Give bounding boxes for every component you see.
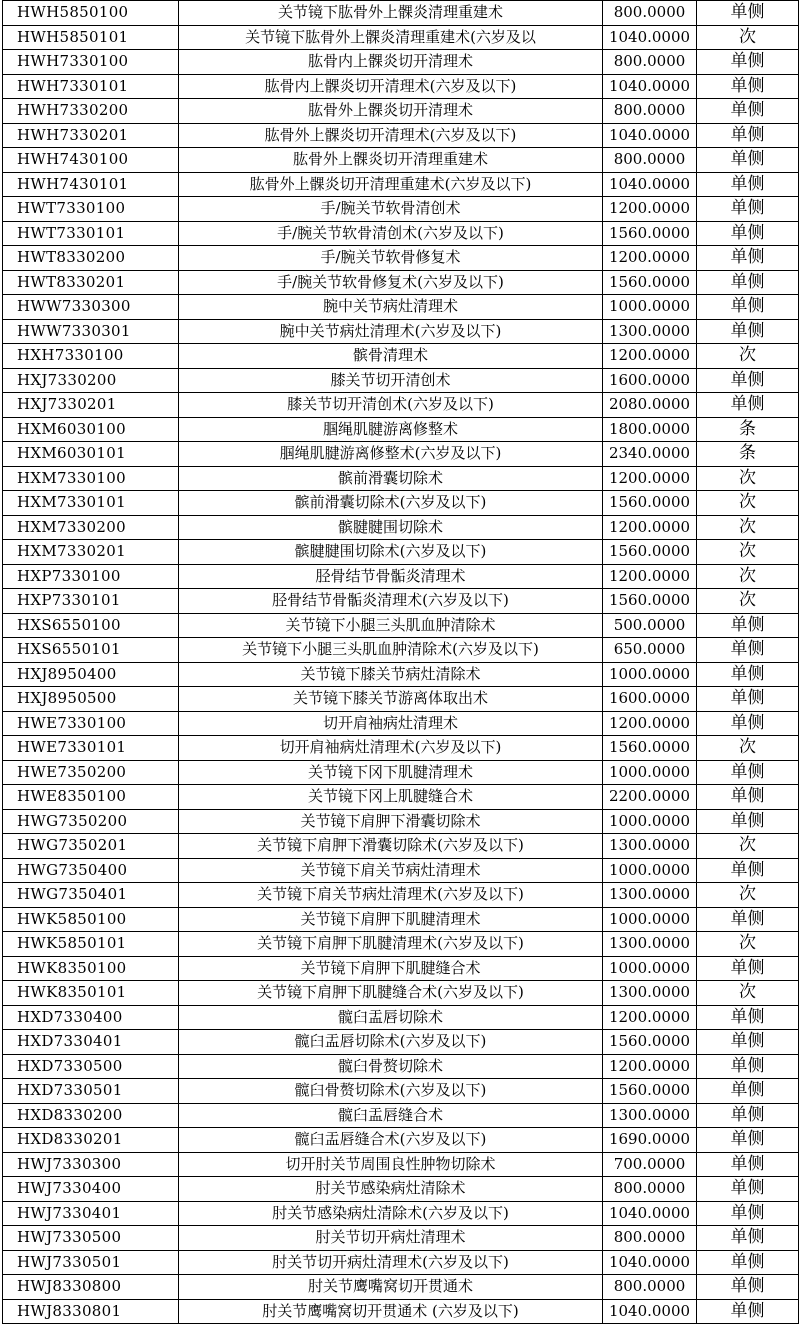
unit-cell: 单侧: [697, 1128, 799, 1153]
unit-cell: 单侧: [697, 99, 799, 124]
table-row: [3, 687, 799, 712]
item-code-cell: HWE7330101: [3, 736, 179, 761]
item-code-cell: HWW7330301: [3, 319, 179, 344]
price-cell: 1200.0000: [603, 711, 697, 736]
item-code-cell: HWT8330201: [3, 270, 179, 295]
price-cell: 1200.0000: [603, 564, 697, 589]
table-row: [3, 74, 799, 99]
price-cell: 1560.0000: [603, 270, 697, 295]
item-code-cell: HWJ7330300: [3, 1152, 179, 1177]
unit-cell: 次: [697, 540, 799, 565]
table-row: [3, 711, 799, 736]
price-cell: 650.0000: [603, 638, 697, 663]
item-code-cell: HWH7330101: [3, 74, 179, 99]
price-cell: 500.0000: [603, 613, 697, 638]
unit-cell: 次: [697, 932, 799, 957]
item-name-cell: 关节镜下膝关节病灶清除术: [179, 662, 603, 687]
item-code-cell: HXP7330100: [3, 564, 179, 589]
unit-cell: 单侧: [697, 785, 799, 810]
unit-cell: 单侧: [697, 319, 799, 344]
unit-cell: 单侧: [697, 393, 799, 418]
unit-cell: 单侧: [697, 760, 799, 785]
unit-cell: 单侧: [697, 1201, 799, 1226]
item-name-cell: 手/腕关节软骨修复术: [179, 246, 603, 271]
item-name-cell: 手/腕关节软骨清创术: [179, 197, 603, 222]
item-code-cell: HXD7330500: [3, 1054, 179, 1079]
item-name-cell: 切开肩袖病灶清理术(六岁及以下): [179, 736, 603, 761]
price-cell: 1300.0000: [603, 883, 697, 908]
table-row: [3, 1275, 799, 1300]
item-name-cell: 髋臼盂唇切除术: [179, 1005, 603, 1030]
item-code-cell: HXJ7330200: [3, 368, 179, 393]
unit-cell: 单侧: [697, 1030, 799, 1055]
item-code-cell: HWJ8330801: [3, 1299, 179, 1324]
item-name-cell: 肱骨内上髁炎切开清理术(六岁及以下): [179, 74, 603, 99]
item-name-cell: 关节镜下肩胛下肌腱缝合术: [179, 956, 603, 981]
price-cell: 1690.0000: [603, 1128, 697, 1153]
unit-cell: 单侧: [697, 1177, 799, 1202]
item-name-cell: 关节镜下肩关节病灶清理术(六岁及以下): [179, 883, 603, 908]
item-name-cell: 髌腱腱围切除术: [179, 515, 603, 540]
unit-cell: 次: [697, 736, 799, 761]
item-name-cell: 髌腱腱围切除术(六岁及以下): [179, 540, 603, 565]
price-cell: 2340.0000: [603, 442, 697, 467]
table-row: [3, 1005, 799, 1030]
item-name-cell: 髌前滑囊切除术(六岁及以下): [179, 491, 603, 516]
unit-cell: 单侧: [697, 1005, 799, 1030]
table-row: [3, 270, 799, 295]
item-name-cell: 髋臼盂唇切除术(六岁及以下): [179, 1030, 603, 1055]
item-name-cell: 腕中关节病灶清理术(六岁及以下): [179, 319, 603, 344]
price-cell: 1200.0000: [603, 1005, 697, 1030]
unit-cell: 单侧: [697, 687, 799, 712]
unit-cell: 单侧: [697, 1103, 799, 1128]
price-cell: 1560.0000: [603, 1030, 697, 1055]
unit-cell: 单侧: [697, 368, 799, 393]
item-name-cell: 髋臼骨赘切除术(六岁及以下): [179, 1079, 603, 1104]
table-row: [3, 344, 799, 369]
item-name-cell: 关节镜下膝关节游离体取出术: [179, 687, 603, 712]
item-code-cell: HWK5850101: [3, 932, 179, 957]
item-code-cell: HXS6550101: [3, 638, 179, 663]
item-name-cell: 切开肩袖病灶清理术: [179, 711, 603, 736]
item-name-cell: 髌前滑囊切除术: [179, 466, 603, 491]
unit-cell: 次: [697, 589, 799, 614]
item-name-cell: 肱骨外上髁炎切开清理术(六岁及以下): [179, 123, 603, 148]
price-cell: 2200.0000: [603, 785, 697, 810]
item-code-cell: HXD7330400: [3, 1005, 179, 1030]
item-code-cell: HWH7330200: [3, 99, 179, 124]
table-row: [3, 172, 799, 197]
price-cell: 1000.0000: [603, 858, 697, 883]
item-code-cell: HWJ7330500: [3, 1226, 179, 1251]
table-row: [3, 736, 799, 761]
price-cell: 1200.0000: [603, 515, 697, 540]
unit-cell: 条: [697, 417, 799, 442]
item-code-cell: HWH7430100: [3, 148, 179, 173]
item-name-cell: 关节镜下冈上肌腱缝合术: [179, 785, 603, 810]
price-cell: 800.0000: [603, 1, 697, 26]
table-row: [3, 515, 799, 540]
table-row: [3, 785, 799, 810]
fee-table: [2, 0, 799, 1324]
unit-cell: 条: [697, 442, 799, 467]
item-code-cell: HWH5850100: [3, 1, 179, 26]
fee-table-body: [3, 1, 799, 1324]
unit-cell: 次: [697, 491, 799, 516]
unit-cell: 单侧: [697, 172, 799, 197]
item-name-cell: 切开肘关节周围良性肿物切除术: [179, 1152, 603, 1177]
item-code-cell: HXM7330101: [3, 491, 179, 516]
item-name-cell: 腘绳肌腱游离修整术: [179, 417, 603, 442]
table-row: [3, 123, 799, 148]
price-cell: 1200.0000: [603, 466, 697, 491]
item-code-cell: HWE7350200: [3, 760, 179, 785]
table-row: [3, 466, 799, 491]
price-cell: 1600.0000: [603, 368, 697, 393]
unit-cell: 单侧: [697, 907, 799, 932]
price-cell: 1000.0000: [603, 760, 697, 785]
item-code-cell: HWH7330201: [3, 123, 179, 148]
table-row: [3, 1079, 799, 1104]
price-cell: 800.0000: [603, 1177, 697, 1202]
item-name-cell: 肘关节鹰嘴窝切开贯通术: [179, 1275, 603, 1300]
item-name-cell: 髋臼盂唇缝合术(六岁及以下): [179, 1128, 603, 1153]
unit-cell: 单侧: [697, 1, 799, 26]
table-row: [3, 858, 799, 883]
table-row: [3, 1030, 799, 1055]
table-row: [3, 319, 799, 344]
item-code-cell: HXJ8950400: [3, 662, 179, 687]
unit-cell: 次: [697, 564, 799, 589]
price-cell: 1560.0000: [603, 1079, 697, 1104]
item-code-cell: HWT7330101: [3, 221, 179, 246]
price-cell: 1200.0000: [603, 1054, 697, 1079]
table-row: [3, 417, 799, 442]
table-row: [3, 589, 799, 614]
table-row: [3, 25, 799, 50]
item-name-cell: 肱骨外上髁炎切开清理重建术: [179, 148, 603, 173]
item-code-cell: HXM7330200: [3, 515, 179, 540]
item-code-cell: HWW7330300: [3, 295, 179, 320]
item-code-cell: HXD7330401: [3, 1030, 179, 1055]
unit-cell: 单侧: [697, 711, 799, 736]
table-row: [3, 1103, 799, 1128]
price-cell: 1200.0000: [603, 344, 697, 369]
unit-cell: 单侧: [697, 858, 799, 883]
item-name-cell: 髌骨清理术: [179, 344, 603, 369]
unit-cell: 次: [697, 883, 799, 908]
table-row: [3, 1054, 799, 1079]
price-cell: 1560.0000: [603, 589, 697, 614]
unit-cell: 次: [697, 981, 799, 1006]
unit-cell: 次: [697, 466, 799, 491]
price-cell: 1040.0000: [603, 1299, 697, 1324]
unit-cell: 单侧: [697, 1079, 799, 1104]
item-name-cell: 胫骨结节骨骺炎清理术(六岁及以下): [179, 589, 603, 614]
table-row: [3, 907, 799, 932]
table-row: [3, 932, 799, 957]
price-cell: 1040.0000: [603, 123, 697, 148]
table-row: [3, 834, 799, 859]
table-row: [3, 956, 799, 981]
table-row: [3, 613, 799, 638]
unit-cell: 次: [697, 344, 799, 369]
item-name-cell: 关节镜下肩胛下滑囊切除术(六岁及以下): [179, 834, 603, 859]
unit-cell: 单侧: [697, 1250, 799, 1275]
price-cell: 1040.0000: [603, 25, 697, 50]
table-row: [3, 638, 799, 663]
item-code-cell: HWJ8330800: [3, 1275, 179, 1300]
unit-cell: 次: [697, 834, 799, 859]
item-code-cell: HXD8330200: [3, 1103, 179, 1128]
price-cell: 800.0000: [603, 50, 697, 75]
table-row: [3, 442, 799, 467]
table-row: [3, 981, 799, 1006]
unit-cell: 单侧: [697, 956, 799, 981]
item-code-cell: HWK8350101: [3, 981, 179, 1006]
item-name-cell: 肱骨外上髁炎切开清理术: [179, 99, 603, 124]
unit-cell: 单侧: [697, 1152, 799, 1177]
unit-cell: 单侧: [697, 197, 799, 222]
item-name-cell: 关节镜下肩胛下滑囊切除术: [179, 809, 603, 834]
unit-cell: 单侧: [697, 1226, 799, 1251]
unit-cell: 单侧: [697, 613, 799, 638]
item-code-cell: HXM7330100: [3, 466, 179, 491]
item-name-cell: 肘关节切开病灶清理术(六岁及以下): [179, 1250, 603, 1275]
price-cell: 1000.0000: [603, 809, 697, 834]
item-name-cell: 关节镜下肩关节病灶清理术: [179, 858, 603, 883]
price-cell: 1560.0000: [603, 491, 697, 516]
item-code-cell: HXM6030101: [3, 442, 179, 467]
item-name-cell: 关节镜下肩胛下肌腱清理术: [179, 907, 603, 932]
item-code-cell: HXD7330501: [3, 1079, 179, 1104]
item-name-cell: 手/腕关节软骨清创术(六岁及以下): [179, 221, 603, 246]
item-name-cell: 肘关节感染病灶清除术: [179, 1177, 603, 1202]
item-code-cell: HXJ7330201: [3, 393, 179, 418]
price-cell: 1560.0000: [603, 736, 697, 761]
item-code-cell: HWE8350100: [3, 785, 179, 810]
item-name-cell: 肘关节感染病灶清除术(六岁及以下): [179, 1201, 603, 1226]
item-name-cell: 关节镜下冈下肌腱清理术: [179, 760, 603, 785]
item-name-cell: 膝关节切开清创术(六岁及以下): [179, 393, 603, 418]
item-code-cell: HWG7350200: [3, 809, 179, 834]
item-code-cell: HXP7330101: [3, 589, 179, 614]
item-name-cell: 肘关节切开病灶清理术: [179, 1226, 603, 1251]
item-code-cell: HWJ7330501: [3, 1250, 179, 1275]
price-cell: 1200.0000: [603, 197, 697, 222]
price-cell: 800.0000: [603, 1275, 697, 1300]
unit-cell: 单侧: [697, 1054, 799, 1079]
price-cell: 1000.0000: [603, 907, 697, 932]
price-cell: 1300.0000: [603, 981, 697, 1006]
item-code-cell: HWH5850101: [3, 25, 179, 50]
price-cell: 800.0000: [603, 148, 697, 173]
price-cell: 1560.0000: [603, 540, 697, 565]
table-row: [3, 540, 799, 565]
item-code-cell: HWJ7330401: [3, 1201, 179, 1226]
price-cell: 2080.0000: [603, 393, 697, 418]
price-cell: 1300.0000: [603, 319, 697, 344]
unit-cell: 单侧: [697, 270, 799, 295]
price-cell: 800.0000: [603, 1226, 697, 1251]
price-cell: 1040.0000: [603, 1250, 697, 1275]
item-code-cell: HXD8330201: [3, 1128, 179, 1153]
price-cell: 700.0000: [603, 1152, 697, 1177]
item-code-cell: HXM6030100: [3, 417, 179, 442]
item-name-cell: 关节镜下小腿三头肌血肿清除术: [179, 613, 603, 638]
item-code-cell: HWG7350400: [3, 858, 179, 883]
table-row: [3, 1250, 799, 1275]
item-code-cell: HWG7350201: [3, 834, 179, 859]
table-row: [3, 491, 799, 516]
item-code-cell: HXS6550100: [3, 613, 179, 638]
price-cell: 1000.0000: [603, 956, 697, 981]
item-code-cell: HWT8330200: [3, 246, 179, 271]
item-name-cell: 肱骨内上髁炎切开清理术: [179, 50, 603, 75]
item-name-cell: 关节镜下小腿三头肌血肿清除术(六岁及以下): [179, 638, 603, 663]
table-row: [3, 246, 799, 271]
price-cell: 1300.0000: [603, 834, 697, 859]
unit-cell: 单侧: [697, 246, 799, 271]
item-name-cell: 膝关节切开清创术: [179, 368, 603, 393]
unit-cell: 单侧: [697, 1299, 799, 1324]
item-code-cell: HWG7350401: [3, 883, 179, 908]
unit-cell: 次: [697, 515, 799, 540]
table-row: [3, 221, 799, 246]
table-row: [3, 809, 799, 834]
item-name-cell: 关节镜下肱骨外上髁炎清理重建术(六岁及以: [179, 25, 603, 50]
price-cell: 1560.0000: [603, 221, 697, 246]
unit-cell: 单侧: [697, 50, 799, 75]
price-cell: 1600.0000: [603, 687, 697, 712]
unit-cell: 次: [697, 25, 799, 50]
price-cell: 1040.0000: [603, 172, 697, 197]
price-cell: 1200.0000: [603, 246, 697, 271]
price-cell: 1040.0000: [603, 1201, 697, 1226]
price-cell: 1000.0000: [603, 662, 697, 687]
table-row: [3, 1177, 799, 1202]
unit-cell: 单侧: [697, 809, 799, 834]
item-name-cell: 胫骨结节骨骺炎清理术: [179, 564, 603, 589]
price-cell: 1800.0000: [603, 417, 697, 442]
item-name-cell: 关节镜下肩胛下肌腱清理术(六岁及以下): [179, 932, 603, 957]
item-name-cell: 关节镜下肱骨外上髁炎清理重建术: [179, 1, 603, 26]
item-name-cell: 腘绳肌腱游离修整术(六岁及以下): [179, 442, 603, 467]
unit-cell: 单侧: [697, 1275, 799, 1300]
price-cell: 1300.0000: [603, 932, 697, 957]
unit-cell: 单侧: [697, 123, 799, 148]
unit-cell: 单侧: [697, 74, 799, 99]
item-name-cell: 手/腕关节软骨修复术(六岁及以下): [179, 270, 603, 295]
table-row: [3, 197, 799, 222]
table-row: [3, 148, 799, 173]
item-name-cell: 髋臼骨赘切除术: [179, 1054, 603, 1079]
price-cell: 1300.0000: [603, 1103, 697, 1128]
item-code-cell: HWT7330100: [3, 197, 179, 222]
item-code-cell: HWJ7330400: [3, 1177, 179, 1202]
item-name-cell: 髋臼盂唇缝合术: [179, 1103, 603, 1128]
item-name-cell: 肘关节鹰嘴窝切开贯通术 (六岁及以下): [179, 1299, 603, 1324]
table-row: [3, 368, 799, 393]
item-code-cell: HWH7430101: [3, 172, 179, 197]
item-code-cell: HXH7330100: [3, 344, 179, 369]
table-row: [3, 662, 799, 687]
unit-cell: 单侧: [697, 295, 799, 320]
table-row: [3, 564, 799, 589]
item-code-cell: HWE7330100: [3, 711, 179, 736]
table-row: [3, 1226, 799, 1251]
table-row: [3, 1299, 799, 1324]
table-row: [3, 1201, 799, 1226]
item-code-cell: HXM7330201: [3, 540, 179, 565]
item-name-cell: 关节镜下肩胛下肌腱缝合术(六岁及以下): [179, 981, 603, 1006]
table-row: [3, 50, 799, 75]
item-code-cell: HXJ8950500: [3, 687, 179, 712]
table-row: [3, 99, 799, 124]
table-row: [3, 393, 799, 418]
table-row: [3, 295, 799, 320]
table-row: [3, 760, 799, 785]
unit-cell: 单侧: [697, 221, 799, 246]
table-row: [3, 1128, 799, 1153]
table-row: [3, 1, 799, 26]
item-name-cell: 腕中关节病灶清理术: [179, 295, 603, 320]
unit-cell: 单侧: [697, 148, 799, 173]
price-cell: 1000.0000: [603, 295, 697, 320]
unit-cell: 单侧: [697, 638, 799, 663]
price-cell: 800.0000: [603, 99, 697, 124]
item-code-cell: HWH7330100: [3, 50, 179, 75]
item-name-cell: 肱骨外上髁炎切开清理重建术(六岁及以下): [179, 172, 603, 197]
item-code-cell: HWK5850100: [3, 907, 179, 932]
table-row: [3, 883, 799, 908]
unit-cell: 单侧: [697, 662, 799, 687]
price-cell: 1040.0000: [603, 74, 697, 99]
item-code-cell: HWK8350100: [3, 956, 179, 981]
table-row: [3, 1152, 799, 1177]
